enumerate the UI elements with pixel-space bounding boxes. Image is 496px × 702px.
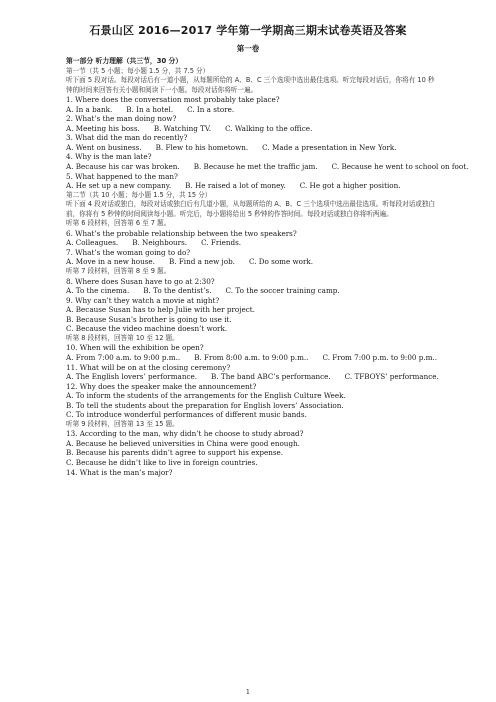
question-14: 14. What is the man’s major? [66, 467, 173, 477]
section-heading: 第一部分 听力理解（共三节，30 分） [66, 57, 183, 65]
option: B. From 8:00 a.m. to 9:00 p.m.. [194, 352, 309, 362]
part1-instructions: 听下面 5 段对话。每段对话后有一道小题，从每题所给的 A、B、C 三个选项中选出最佳选项。听完每段对话后，你将有 10 秒钟的时间来回答有关小题和阅读下一小题。每段对话你将听一遍。 [66, 76, 435, 94]
option: A. Because his car was broken. [66, 162, 180, 172]
question-13: 13. According to the man, why didn’t he choose to study abroad? [66, 429, 304, 439]
question-6: 6. What’s the probable relationship between the two speakers? [66, 228, 297, 238]
question-5-options [66, 181, 438, 191]
option: B. Because his parents didn’t agree to support his expense. [66, 448, 284, 458]
option: A. Move in a new house. [66, 257, 155, 267]
document-body [66, 57, 469, 477]
question-8-options [66, 286, 438, 296]
volume-heading: 第一卷 [236, 44, 260, 53]
question-2: 2. What’s the man doing now? [66, 114, 177, 124]
option: B. Because Susan’s brother is going to use it. [66, 314, 232, 324]
option: A. Went on business. [66, 142, 142, 152]
option: A. He set up a new company. [66, 181, 172, 191]
question-10: 10. When will the exhibition be open? [66, 343, 204, 353]
question-4-options [66, 162, 469, 172]
option: B. Find a new job. [168, 257, 235, 267]
question-5: 5. What happened to the man? [66, 171, 178, 181]
question-1-options [66, 105, 438, 115]
option: C. From 7:00 p.m. to 9:00 p.m.. [322, 352, 438, 362]
document-title: 石景山区 2016—2017 学年第一学期高三期末试卷英语及答案 [89, 24, 407, 37]
option: B. To tell the students about the preparation for English lovers’ Association. [66, 400, 344, 410]
option: B. In a hotel. [126, 104, 174, 114]
question-6-options [66, 238, 438, 248]
question-12: 12. Why does the speaker make the announcement? [66, 381, 257, 391]
question-9: 9. Why can’t they watch a movie at night? [66, 295, 220, 305]
option: C. Made a presentation in New York. [262, 142, 397, 152]
option: A. From 7:00 a.m. to 9:00 p.m.. [66, 352, 181, 362]
question-8: 8. Where does Susan have to go at 2:30? [66, 276, 215, 286]
option: A. Colleagues. [66, 238, 119, 248]
option: C. Walking to the office. [225, 123, 313, 133]
option: B. To the dentist’s. [143, 286, 212, 296]
part2-heading: 第二节（共 10 小题；每小题 1.5 分，共 15 分） [66, 190, 212, 199]
question-2-options [66, 124, 438, 134]
material-9-note: 听第 9 段材料，回答第 13 至 15 题。 [66, 419, 179, 428]
option: C. Because he didn’t like to live in foreign countries. [66, 457, 258, 467]
option: C. Friends. [201, 238, 242, 248]
option: B. The band ABC’s performance. [211, 372, 331, 382]
part2-instructions: 听下面 4 段对话或独白，每段对话或独白后有几道小题，从每题所给的 A、B、C 三个选项中选出最佳选项。听每段对话或独白前，你将有 5 秒钟的时间阅读每小题。听完后，每小题将给出 5 秒钟的作答时间。每段对话或独白你将听两遍。 [66, 200, 436, 218]
question-7: 7. What’s the woman going to do? [66, 247, 191, 257]
option: A. To the cinema. [66, 286, 130, 296]
option: A. The English lovers’ performance. [66, 372, 198, 382]
option: A. Because Susan has to help Julie with her project. [66, 305, 255, 315]
option: B. Flew to his hometown. [155, 142, 249, 152]
page-number: 1 [245, 688, 251, 696]
question-7-options [66, 257, 438, 267]
option: A. Because he believed universities in China were good enough. [66, 438, 300, 448]
option: A. To inform the students of the arrangements for the English Culture Week. [66, 391, 346, 401]
option: C. In a store. [187, 104, 235, 114]
option: B. Because he met the traffic jam. [193, 162, 318, 172]
material-7-note: 听第 7 段材料，回答第 8 至 9 题。 [66, 267, 171, 276]
question-3-options [66, 143, 438, 153]
option: A. Meeting his boss. [66, 123, 140, 133]
option: C. Do some work. [248, 257, 314, 267]
question-3: 3. What did the man do recently? [66, 133, 188, 143]
option: C. He got a higher position. [299, 181, 401, 191]
option: C. TFBOYS’ performance. [344, 372, 439, 382]
option: C. Because the video machine doesn’t work. [66, 324, 228, 334]
question-1: 1. Where does the conversation most probably take place? [66, 95, 280, 105]
material-6-note: 听第 6 段材料，回答第 6 至 7 题。 [66, 219, 171, 228]
material-8-note: 听第 8 段材料，回答第 10 至 12 题。 [66, 333, 179, 342]
option: A. In a bank. [66, 104, 113, 114]
question-11: 11. What will be on at the closing ceremony? [66, 362, 231, 372]
option: C. To the soccer training camp. [225, 286, 340, 296]
question-10-options [66, 353, 438, 363]
option: B. Neighbours. [132, 238, 188, 248]
option: C. Because he went to school on foot. [331, 162, 469, 172]
part1-heading: 第一节（共 5 小题；每小题 1.5 分，共 7.5 分） [66, 66, 210, 75]
question-11-options [66, 372, 438, 382]
option: C. To introduce wonderful performances of different music bands. [66, 410, 307, 420]
option: B. He raised a lot of money. [185, 181, 286, 191]
question-4: 4. Why is the man late? [66, 152, 152, 162]
option: B. Watching TV. [153, 123, 212, 133]
